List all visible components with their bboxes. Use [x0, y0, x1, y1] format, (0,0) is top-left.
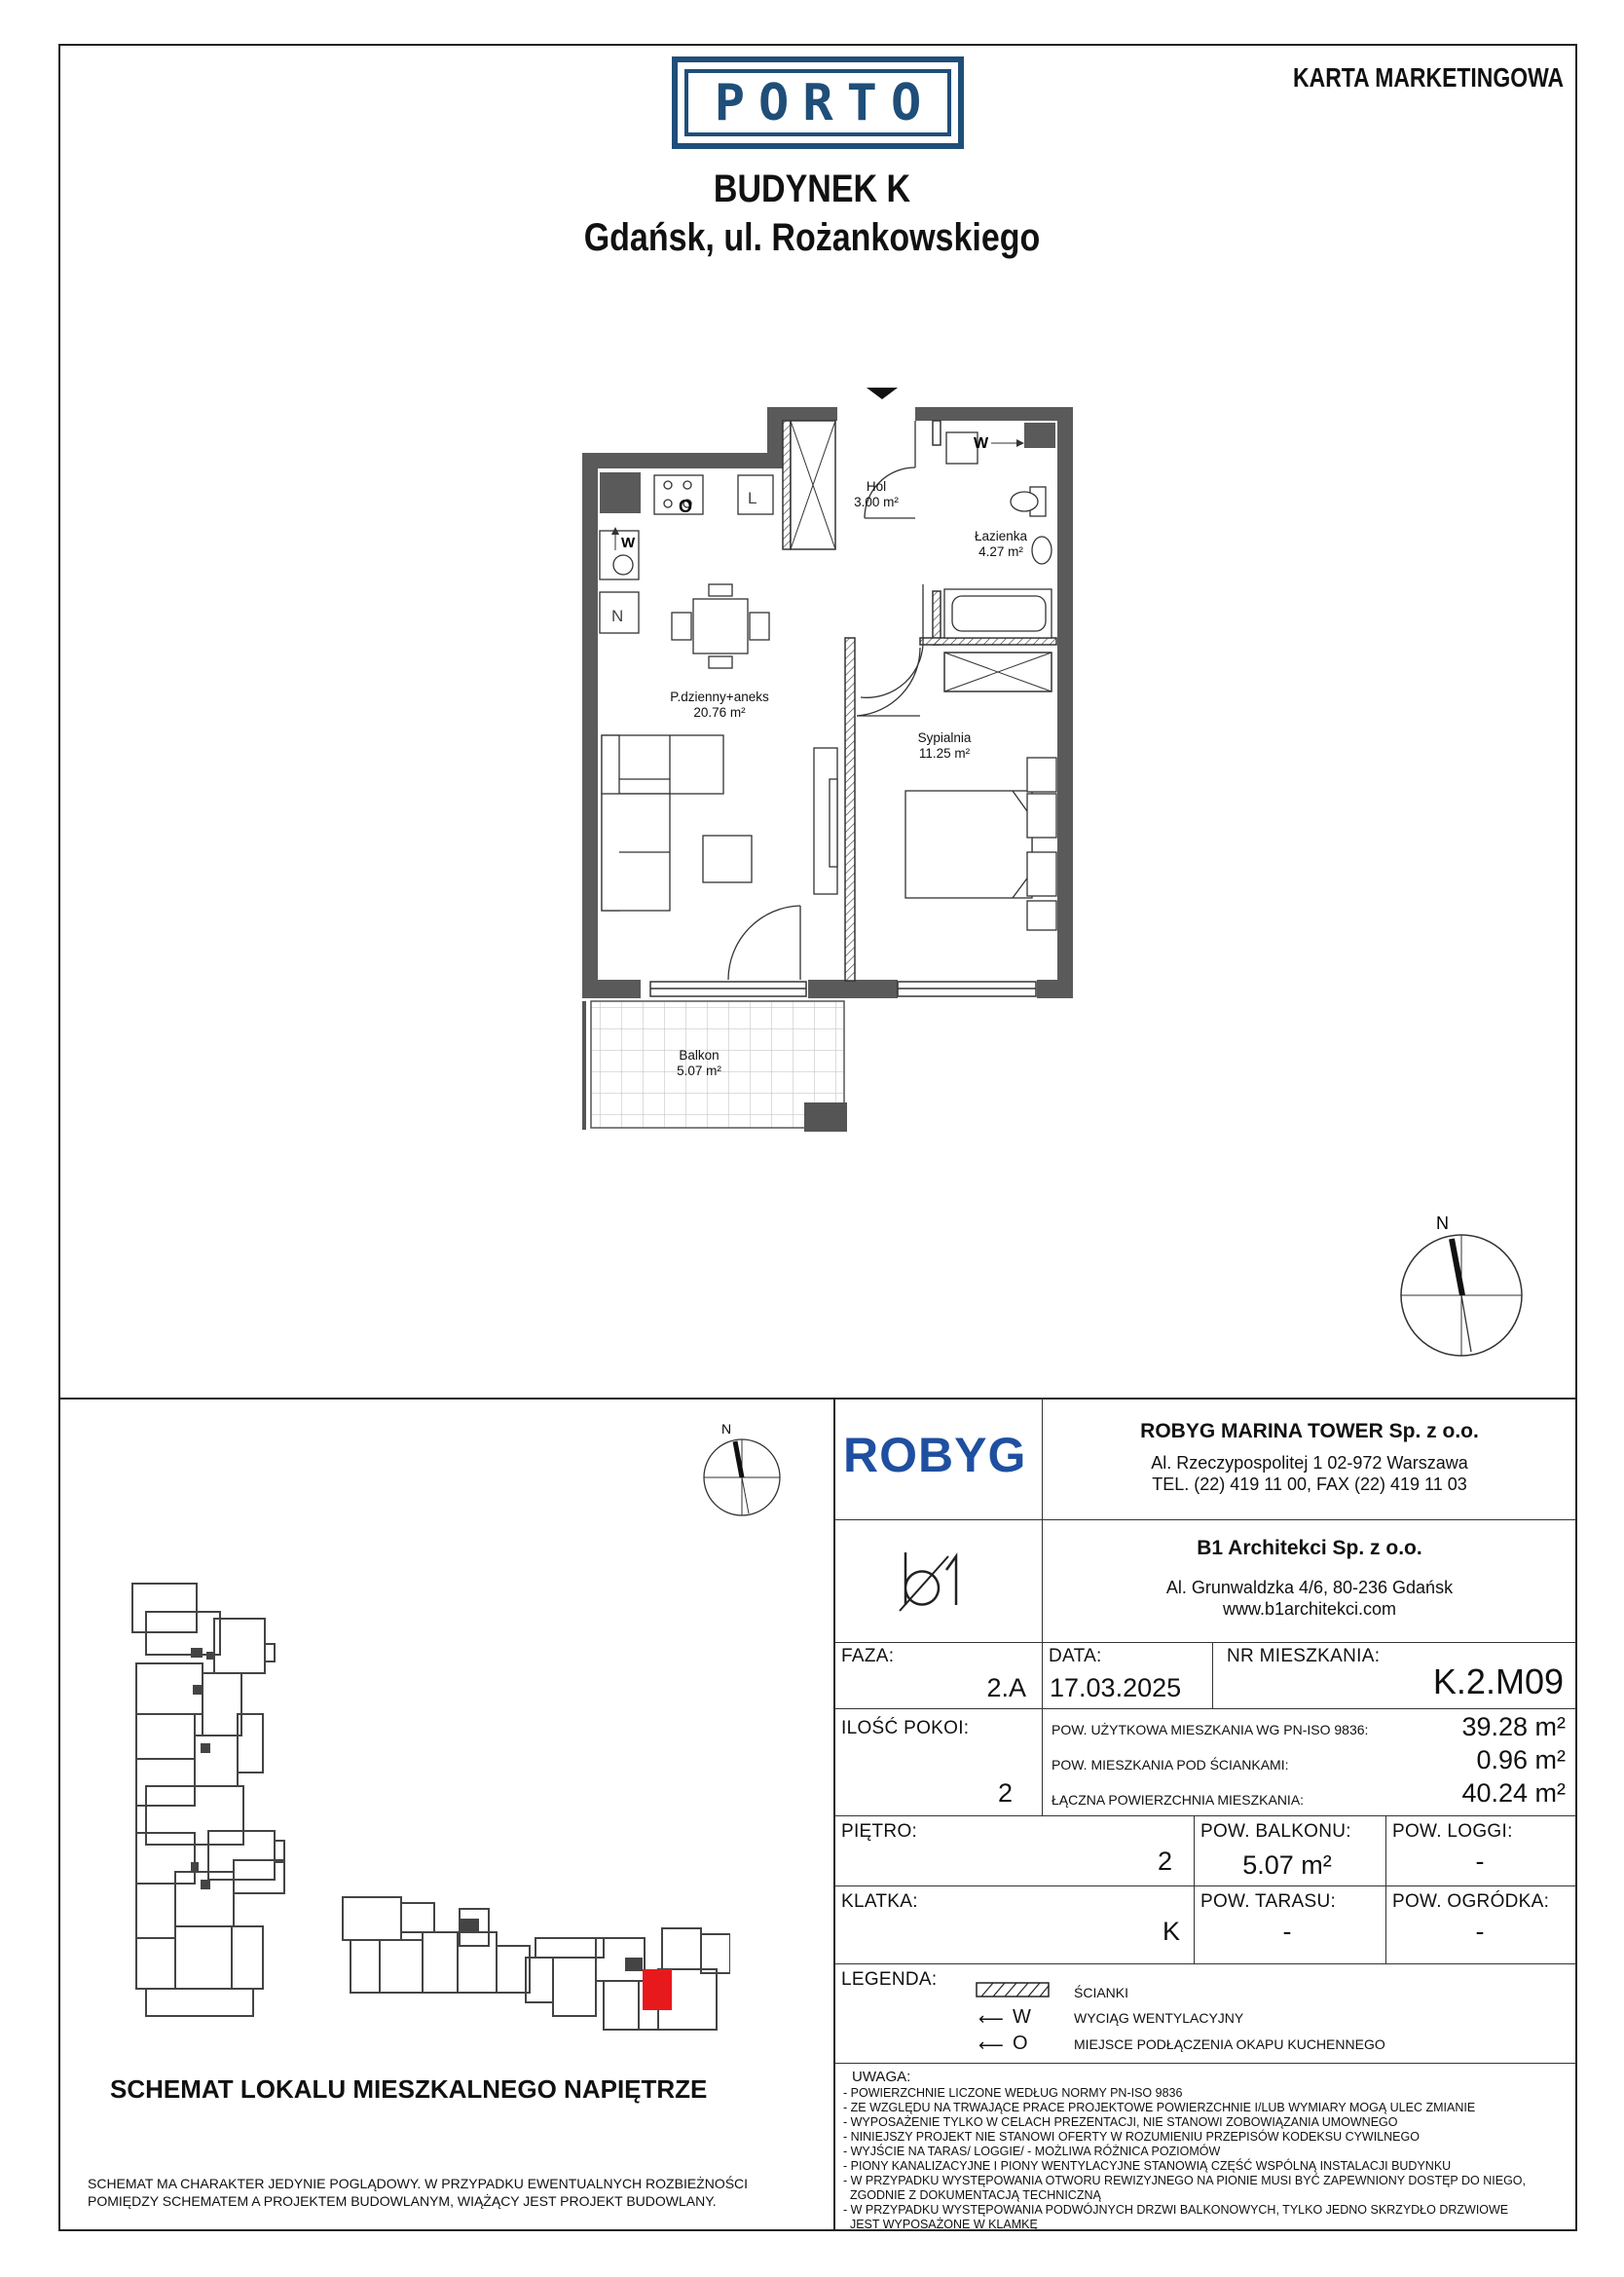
svg-text:L: L	[748, 489, 757, 507]
svg-text:N: N	[721, 1421, 732, 1437]
note-line: - ZE WZGLĘDU NA TRWAJĄCE PRACE PROJEKTOWE POWIERZCHNIE I/LUB WYMIARY MOGĄ ULEC ZMIANIE	[843, 2101, 1476, 2114]
room-area-balkon: 5.07 m²	[677, 1064, 721, 1078]
schema-title: SCHEMAT LOKALU MIESZKALNEGO NAPIĘTRZE	[110, 2074, 708, 2104]
room-name-hol: Hol	[866, 479, 887, 494]
ogrodek-value: -	[1475, 1917, 1485, 1946]
schema-disclaimer-2: POMIĘDZY SCHEMATEM A PROJEKTEM BUDOWLANYM, WIĄŻĄCY JEST PROJEKT BUDOWLANY.	[88, 2193, 717, 2209]
note-line: - W PRZYPADKU WYSTĘPOWANIA PODWÓJNYCH DRZWI BALKONOWYCH, TYLKO JEDNO SKRZYDŁO DRZWIOWE	[843, 2203, 1509, 2217]
legend-hood-symbol: O	[1013, 2033, 1028, 2054]
room-name-lazienka: Łazienka	[974, 529, 1028, 543]
legend-vent-symbol: W	[1013, 2006, 1031, 2028]
developer-phone: TEL. (22) 419 11 00, FAX (22) 419 11 03	[1152, 1474, 1467, 1494]
taras-label: POW. TARASU:	[1200, 1891, 1337, 1912]
svg-text:N: N	[1436, 1213, 1449, 1233]
pokoje-label: ILOŚĆ POKOI:	[841, 1718, 970, 1738]
architect-www: www.b1architekci.com	[1222, 1599, 1397, 1619]
data-value: 17.03.2025	[1050, 1673, 1182, 1702]
room-name-balkon: Balkon	[679, 1048, 720, 1063]
pow-laczna-value: 40.24 m²	[1461, 1778, 1566, 1808]
wall-hatch-icon	[976, 1981, 1050, 1998]
loggia-value: -	[1475, 1847, 1485, 1876]
nr-value: K.2.M09	[1432, 1661, 1564, 1701]
faza-value: 2.A	[986, 1673, 1026, 1702]
ogrodek-label: POW. OGRÓDKA:	[1392, 1891, 1550, 1912]
small-compass-icon	[696, 1417, 784, 1519]
note-line: ZGODNIE Z DOKUMENTACJĄ TECHNICZNĄ	[843, 2188, 1101, 2202]
pietro-label: PIĘTRO:	[841, 1821, 918, 1842]
pow-scian-label: POW. MIESZKANIA POD ŚCIANKAMI:	[1052, 1757, 1289, 1773]
section-divider	[58, 1398, 1577, 1400]
note-line: - POWIERZCHNIE LICZONE WEDŁUG NORMY PN-ISO 9836	[843, 2086, 1183, 2100]
legend-walls: ŚCIANKI	[1074, 1985, 1129, 2000]
hood-arrow-icon: ⟵	[978, 2035, 1004, 2055]
note-line: - WYJŚCIE NA TARAS/ LOGGIE/ - MOŻLIWA RÓŻNICA POZIOMÓW	[843, 2145, 1221, 2158]
faza-label: FAZA:	[841, 1646, 895, 1666]
balkon-label: POW. BALKONU:	[1200, 1821, 1351, 1842]
room-name-sypialnia: Sypialnia	[917, 730, 972, 745]
legend-vent: WYCIĄG WENTYLACYJNY	[1074, 2010, 1244, 2026]
note-line: - W PRZYPADKU WYSTĘPOWANIA OTWORU REWIZYJNEGO NA PIONIE MUSI BYĆ ZAPEWNIONY DOSTĘP DO NIEGO,	[843, 2174, 1526, 2187]
loggia-label: POW. LOGGI:	[1392, 1821, 1513, 1842]
robyg-logo: ROBYG	[843, 1428, 1027, 1482]
pow-uzyt-label: POW. UŻYTKOWA MIESZKANIA WG PN-ISO 9836:	[1052, 1722, 1369, 1737]
room-area-lazienka: 4.27 m²	[978, 544, 1023, 559]
room-area-hol: 3.00 m²	[854, 495, 899, 509]
balcony-column	[804, 1102, 847, 1132]
pietro-value: 2	[1157, 1847, 1172, 1876]
hood-mark: O	[679, 497, 693, 516]
pokoje-value: 2	[997, 1778, 1013, 1808]
klatka-value: K	[1162, 1917, 1180, 1946]
porto-logo-text: PORTO	[714, 73, 936, 132]
note-line: - WYPOSAŻENIE TYLKO W CELACH PREZENTACJI, NIE STANOWI ZOBOWIĄZANIA UMOWNEGO	[843, 2115, 1398, 2129]
room-area-sypialnia: 11.25 m²	[918, 746, 971, 761]
floor-plan	[574, 380, 1081, 1139]
note-line: - NINIEJSZY PROJEKT NIE STANOWI OFERTY W ROZUMIENIU PRZEPISÓW KODEKSU CYWILNEGO	[843, 2130, 1420, 2144]
notes-label: UWAGA:	[852, 2069, 911, 2085]
pow-laczna-label: ŁĄCZNA POWIERZCHNIA MIESZKANIA:	[1052, 1792, 1305, 1808]
b1-logo	[896, 1549, 974, 1617]
pow-uzyt-value: 39.28 m²	[1461, 1712, 1566, 1741]
developer-name: ROBYG MARINA TOWER Sp. z o.o.	[1140, 1420, 1479, 1442]
building-title: BUDYNEK K	[713, 168, 911, 210]
legend-hood: MIEJSCE PODŁĄCZENIA OKAPU KUCHENNEGO	[1074, 2036, 1385, 2052]
porto-logo	[672, 56, 964, 149]
compass-icon	[1397, 1208, 1533, 1363]
architect-name: B1 Architekci Sp. z o.o.	[1197, 1537, 1422, 1559]
nr-label: NR MIESZKANIA:	[1227, 1646, 1381, 1666]
vent-arrow-icon: ⟵	[978, 2009, 1004, 2029]
pow-scian-value: 0.96 m²	[1476, 1745, 1566, 1774]
schema-disclaimer-1: SCHEMAT MA CHARAKTER JEDYNIE POGLĄDOWY. W PRZYPADKU EWENTUALNYCH ROZBIEŻNOŚCI	[88, 2176, 749, 2191]
klatka-label: KLATKA:	[841, 1891, 918, 1912]
room-area-pokoj: 20.76 m²	[693, 705, 746, 720]
document-type: KARTA MARKETINGOWA	[1292, 62, 1564, 93]
architect-address: Al. Grunwaldzka 4/6, 80-236 Gdańsk	[1165, 1578, 1454, 1597]
note-line: - PIONY KANALIZACYJNE I PIONY WENTYLACYJNE STANOWIĄ CZĘŚĆ WSPÓLNĄ INSTALACJI BUDYNKU	[843, 2159, 1452, 2173]
data-label: DATA:	[1049, 1646, 1102, 1666]
svg-text:W: W	[974, 435, 989, 452]
entry-arrow	[867, 388, 898, 399]
taras-value: -	[1282, 1917, 1292, 1946]
notes-list	[843, 2086, 1526, 2232]
note-line: JEST WYPOSAŻONE W KLAMKĘ	[843, 2218, 1038, 2231]
building-schema	[117, 1568, 730, 2035]
svg-text:N: N	[611, 607, 624, 625]
developer-address: Al. Rzeczypospolitej 1 02-972 Warszawa	[1151, 1453, 1468, 1473]
legend-label: LEGENDA:	[841, 1969, 938, 1990]
building-address: Gdańsk, ul. Rożankowskiego	[583, 216, 1041, 259]
apartment-highlight	[643, 1969, 672, 2010]
svg-text:W: W	[621, 535, 636, 551]
room-name-pokoj: P.dzienny+aneks	[670, 690, 769, 704]
balkon-value: 5.07 m²	[1242, 1850, 1332, 1880]
